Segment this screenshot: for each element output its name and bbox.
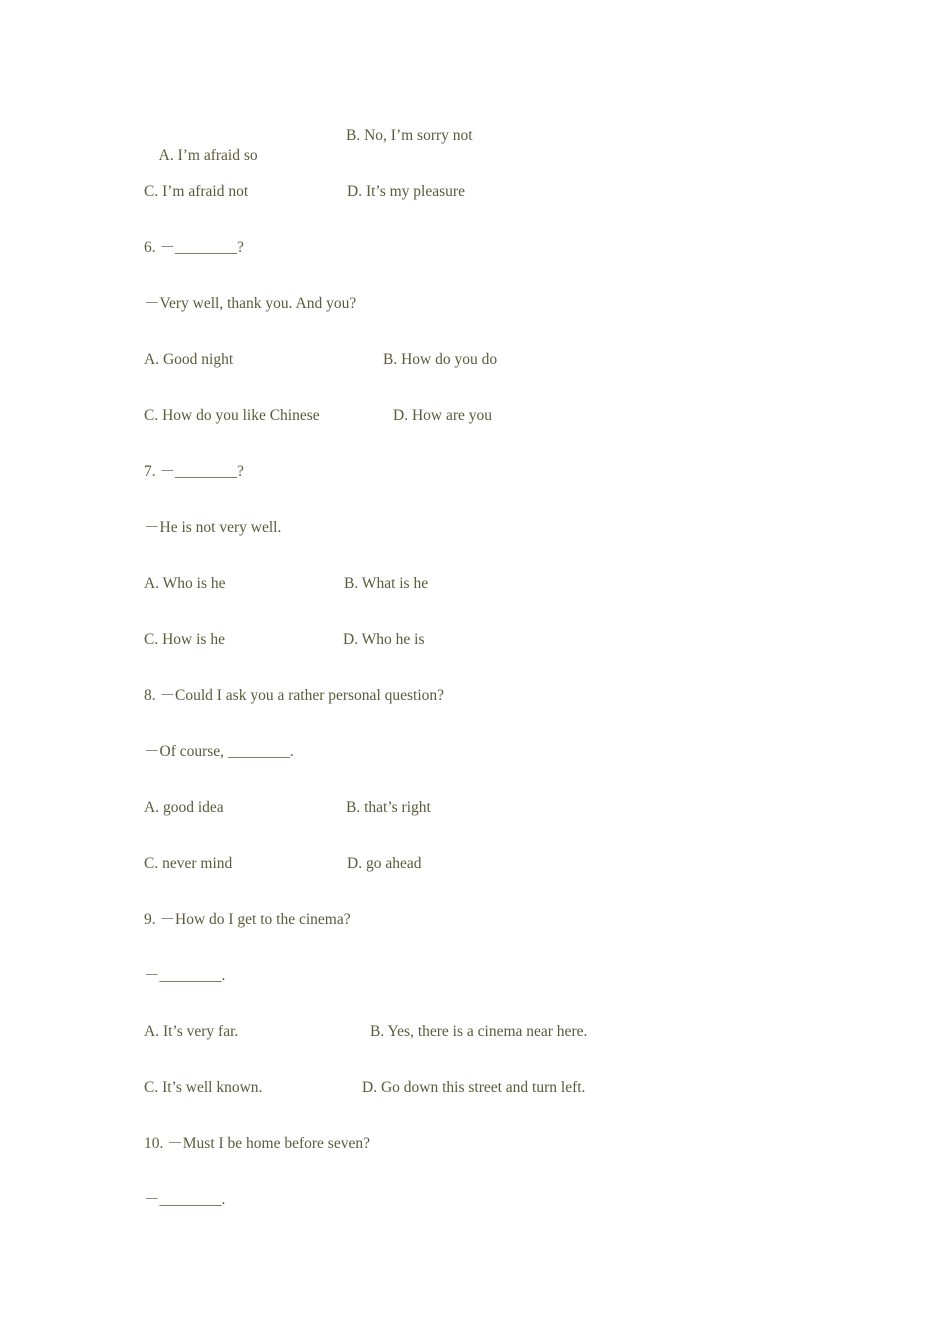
question-6-option-c: C. How do you like Chinese bbox=[144, 407, 320, 424]
question-5-option-b: B. No, I’m sorry not bbox=[346, 127, 473, 144]
question-8-reply: －Of course, ________. bbox=[144, 743, 294, 760]
question-10-reply: －________. bbox=[144, 1191, 226, 1208]
question-5-option-a: A. I’m afraid so bbox=[158, 147, 258, 164]
question-5-option-c: C. I’m afraid not bbox=[144, 183, 249, 200]
question-6-option-b: B. How do you do bbox=[383, 351, 498, 368]
question-6-option-a: A. Good night bbox=[144, 351, 234, 368]
question-7-option-a: A. Who is he bbox=[144, 575, 226, 592]
question-7-option-c: C. How is he bbox=[144, 631, 225, 648]
question-7-option-d: D. Who he is bbox=[343, 631, 425, 648]
question-9-reply: －________. bbox=[144, 967, 226, 984]
question-9-option-d: D. Go down this street and turn left. bbox=[362, 1079, 586, 1096]
question-8-stem: 8. －Could I ask you a rather personal question? bbox=[144, 687, 445, 704]
question-8-option-c: C. never mind bbox=[144, 855, 233, 872]
question-5-options-row-1 bbox=[144, 126, 258, 186]
question-9-stem: 9. －How do I get to the cinema? bbox=[144, 911, 351, 928]
question-8-option-d: D. go ahead bbox=[347, 855, 422, 872]
question-6-option-d: D. How are you bbox=[393, 407, 493, 424]
question-6-stem: 6. －________? bbox=[144, 239, 244, 256]
question-8-option-a: A. good idea bbox=[144, 799, 224, 816]
question-8-option-b: B. that’s right bbox=[346, 799, 431, 816]
question-9-option-c: C. It’s well known. bbox=[144, 1079, 263, 1096]
question-9-option-a: A. It’s very far. bbox=[144, 1023, 239, 1040]
question-7-stem: 7. －________? bbox=[144, 463, 244, 480]
question-9-option-b: B. Yes, there is a cinema near here. bbox=[370, 1023, 588, 1040]
question-5-option-d: D. It’s my pleasure bbox=[347, 183, 465, 200]
question-7-option-b: B. What is he bbox=[344, 575, 429, 592]
question-6-reply: －Very well, thank you. And you? bbox=[144, 295, 357, 312]
question-7-reply: －He is not very well. bbox=[144, 519, 282, 536]
question-10-stem: 10. －Must I be home before seven? bbox=[144, 1135, 370, 1152]
